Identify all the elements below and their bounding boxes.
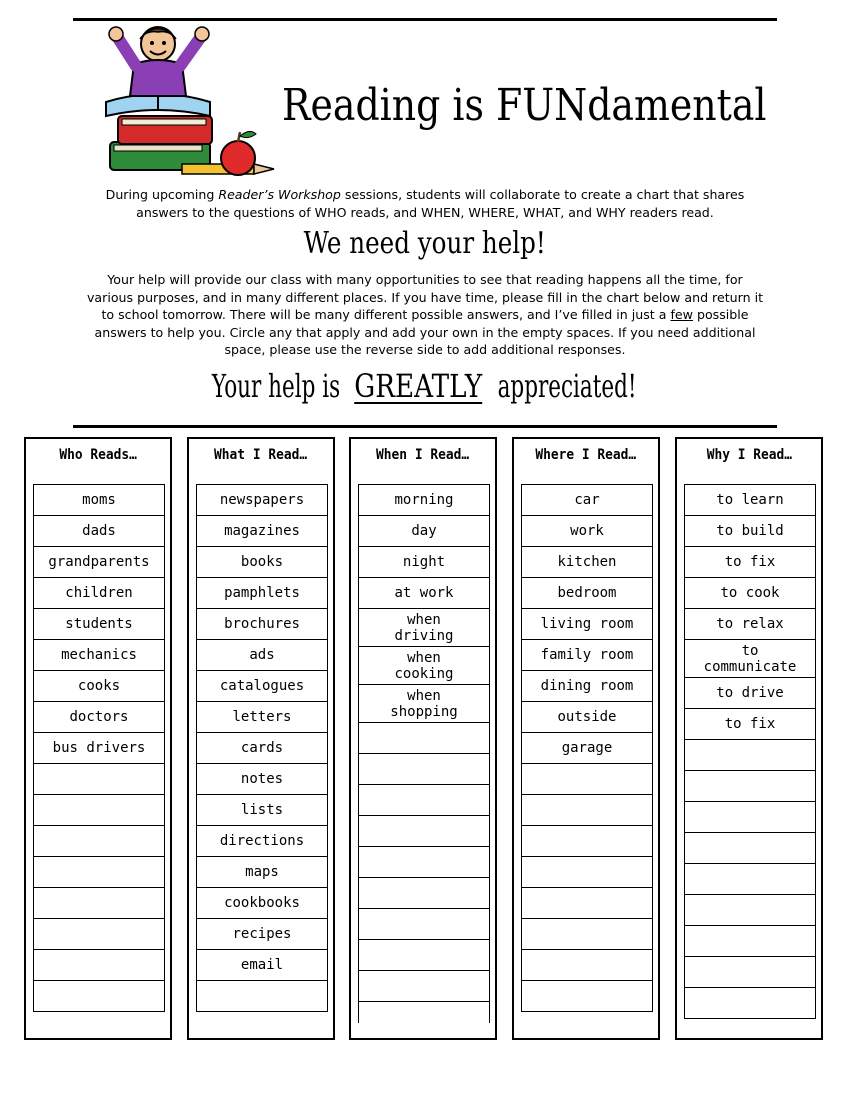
chart-cell: work xyxy=(521,515,653,547)
chart-cell: letters xyxy=(196,701,328,733)
chart-cell-empty[interactable] xyxy=(521,825,653,857)
chart-cell-empty[interactable] xyxy=(521,887,653,919)
chart-cell-empty[interactable] xyxy=(684,863,816,895)
chart-cell-empty[interactable] xyxy=(358,784,490,816)
chart-cell-empty[interactable] xyxy=(358,722,490,754)
chart-cell-empty[interactable] xyxy=(358,815,490,847)
chart-cell: cards xyxy=(196,732,328,764)
chart-cell-empty[interactable] xyxy=(33,763,165,795)
chart-cell: when driving xyxy=(358,608,490,647)
chart-cell-empty[interactable] xyxy=(521,794,653,826)
chart-cell: children xyxy=(33,577,165,609)
chart-cell: at work xyxy=(358,577,490,609)
chart-cell: directions xyxy=(196,825,328,857)
chart-cell: garage xyxy=(521,732,653,764)
chart-cell: pamphlets xyxy=(196,577,328,609)
section-rule xyxy=(73,425,777,428)
why-i-read-column xyxy=(675,437,823,1040)
chart-cell-empty[interactable] xyxy=(684,832,816,864)
chart-cells xyxy=(521,484,653,1012)
instructions-paragraph: Your help will provide our class with many opportunities to see that reading happens all the time, for various purposes, and in many different places. If you have time, please fill in the chart below and return it to school tomorrow. There will be many different possible answers, and I’ve filled in just a few possible answers to help you. Circle any that apply and add your own in the empty spaces. If you need additional space, please use the reverse side to add additional responses. xyxy=(86,272,764,357)
chart-cell: dads xyxy=(33,515,165,547)
chart-cell: doctors xyxy=(33,701,165,733)
chart-cell: night xyxy=(358,546,490,578)
chart-cell: recipes xyxy=(196,918,328,950)
when-i-read-column xyxy=(349,437,497,1040)
chart-cell: email xyxy=(196,949,328,981)
chart-cell-empty[interactable] xyxy=(33,980,165,1012)
what-i-read-column xyxy=(187,437,335,1040)
who-reads-column xyxy=(24,437,172,1040)
help-heading: We need your help! xyxy=(303,226,547,261)
chart-cell-empty[interactable] xyxy=(33,887,165,919)
chart-cell-empty[interactable] xyxy=(684,987,816,1019)
chart-cell-empty[interactable] xyxy=(521,918,653,950)
chart-cell: to learn xyxy=(684,484,816,516)
chart-cell: family room xyxy=(521,639,653,671)
chart-cell: bus drivers xyxy=(33,732,165,764)
chart-cell-empty[interactable] xyxy=(33,949,165,981)
chart-cell: to fix xyxy=(684,708,816,740)
chart-cell: bedroom xyxy=(521,577,653,609)
chart-cell: cookbooks xyxy=(196,887,328,919)
chart-cell: books xyxy=(196,546,328,578)
chart-cell: cooks xyxy=(33,670,165,702)
chart-cell: grandparents xyxy=(33,546,165,578)
chart-cell: morning xyxy=(358,484,490,516)
chart-cell: maps xyxy=(196,856,328,888)
chart-cell: mechanics xyxy=(33,639,165,671)
chart-cell-empty[interactable] xyxy=(684,801,816,833)
chart-cell: when shopping xyxy=(358,684,490,723)
column-heading: Where I Read… xyxy=(535,447,637,463)
child-reading-books-icon xyxy=(100,24,278,180)
chart-cell-empty[interactable] xyxy=(33,918,165,950)
chart-cell: outside xyxy=(521,701,653,733)
chart-cell-empty[interactable] xyxy=(33,856,165,888)
chart-cell: to build xyxy=(684,515,816,547)
chart-cell: to fix xyxy=(684,546,816,578)
chart-cell-empty[interactable] xyxy=(684,770,816,802)
chart-cell-empty[interactable] xyxy=(196,980,328,1012)
page-title: Reading is FUNdamental xyxy=(282,80,767,131)
chart-cell-empty[interactable] xyxy=(521,763,653,795)
chart-cells xyxy=(196,484,328,1012)
chart-cell: magazines xyxy=(196,515,328,547)
chart-cell-empty[interactable] xyxy=(358,846,490,878)
chart-cell-empty[interactable] xyxy=(684,956,816,988)
chart-cell: ads xyxy=(196,639,328,671)
column-heading: Who Reads… xyxy=(59,447,137,463)
chart-cell: notes xyxy=(196,763,328,795)
chart-cell: day xyxy=(358,515,490,547)
chart-cell: brochures xyxy=(196,608,328,640)
chart-cell: to cook xyxy=(684,577,816,609)
chart-cell: to relax xyxy=(684,608,816,640)
top-rule xyxy=(73,18,777,21)
chart-cell-empty[interactable] xyxy=(358,908,490,940)
chart-cell: moms xyxy=(33,484,165,516)
chart-cell: lists xyxy=(196,794,328,826)
chart-cell: dining room xyxy=(521,670,653,702)
appreciation-heading: Your help isGREATLYappreciated! xyxy=(212,367,637,405)
chart-cell: catalogues xyxy=(196,670,328,702)
chart-cell-empty[interactable] xyxy=(684,894,816,926)
where-i-read-column xyxy=(512,437,660,1040)
chart-cell: students xyxy=(33,608,165,640)
chart-cell-empty[interactable] xyxy=(521,856,653,888)
chart-cell: to communicate xyxy=(684,639,816,678)
intro-paragraph: During upcoming Reader’s Workshop sessions, students will collaborate to create a chart that shares answers to the questions of WHO reads, and WHEN, WHERE, WHAT, and WHY readers read. xyxy=(105,187,745,220)
chart-cell: when cooking xyxy=(358,646,490,685)
chart-cell-empty[interactable] xyxy=(521,949,653,981)
chart-cell-empty[interactable] xyxy=(358,939,490,971)
chart-cell-empty[interactable] xyxy=(358,753,490,785)
chart-cell-empty[interactable] xyxy=(358,970,490,1002)
chart-cell-empty[interactable] xyxy=(521,980,653,1012)
chart-cell: car xyxy=(521,484,653,516)
chart-cell: newspapers xyxy=(196,484,328,516)
chart-cell: to drive xyxy=(684,677,816,709)
column-heading: Why I Read… xyxy=(706,447,792,463)
chart-cell-empty[interactable] xyxy=(33,825,165,857)
chart-cells xyxy=(358,484,490,1023)
chart-cell-empty[interactable] xyxy=(358,1001,490,1023)
chart-cell-empty[interactable] xyxy=(358,877,490,909)
column-heading: What I Read… xyxy=(214,447,308,463)
chart-cell-empty[interactable] xyxy=(33,794,165,826)
chart-cells xyxy=(684,484,816,1019)
chart-cell: living room xyxy=(521,608,653,640)
column-heading: When I Read… xyxy=(376,447,470,463)
chart-cell-empty[interactable] xyxy=(684,739,816,771)
chart-cell-empty[interactable] xyxy=(684,925,816,957)
chart-cell: kitchen xyxy=(521,546,653,578)
chart-cells xyxy=(33,484,165,1012)
